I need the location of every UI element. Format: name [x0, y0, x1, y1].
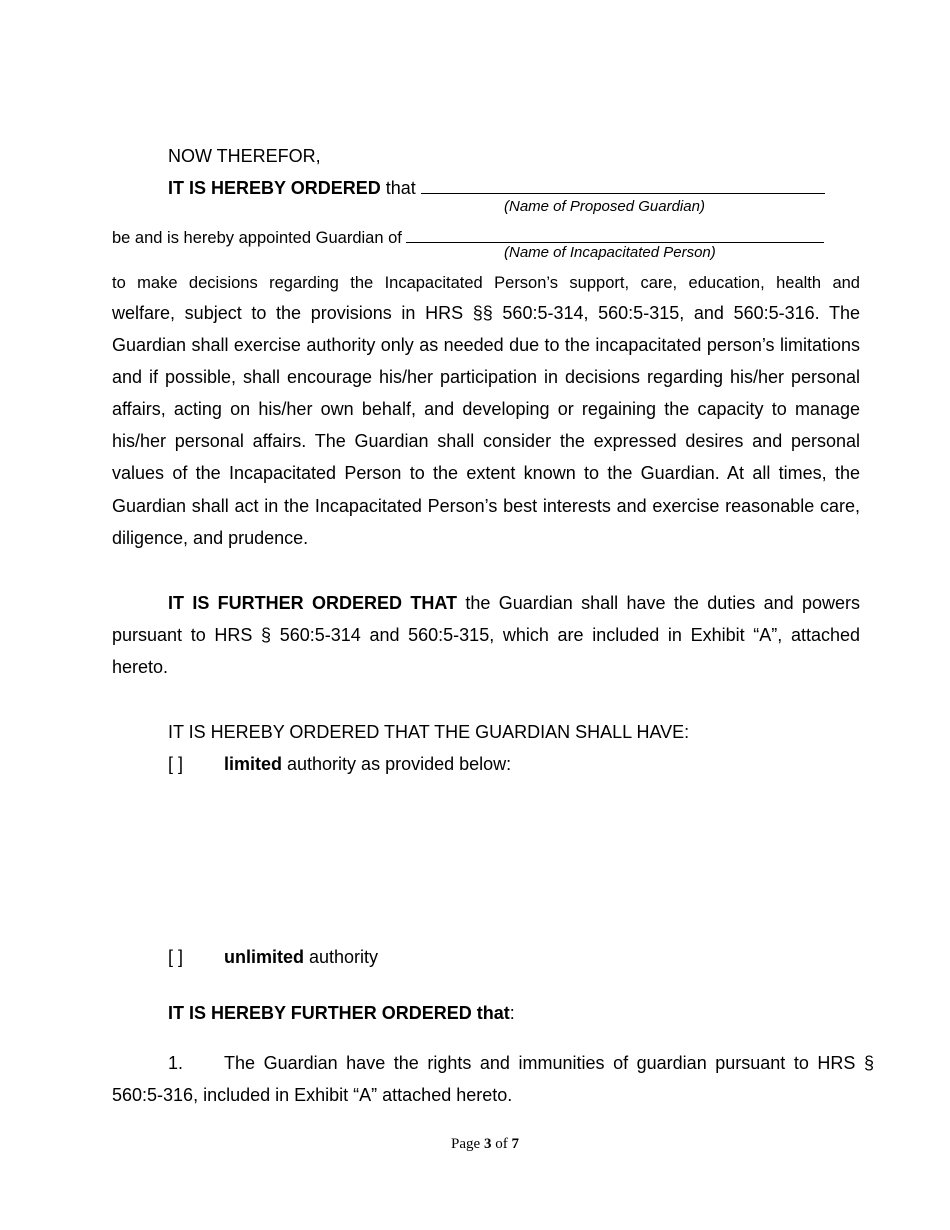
- further-ordered-bold: IT IS FURTHER ORDERED THAT: [168, 593, 458, 613]
- incapacitated-name-caption: (Name of Incapacitated Person): [504, 244, 716, 261]
- guardian-name-blank[interactable]: [421, 177, 825, 194]
- unlimited-checkbox[interactable]: [ ]: [168, 947, 184, 967]
- unlimited-rest: authority: [304, 947, 379, 967]
- page-footer: [0, 1136, 950, 1153]
- guardian-name-caption: (Name of Proposed Guardian): [504, 198, 705, 215]
- footer-page-total: 7: [511, 1136, 519, 1152]
- unlimited-bold: unlimited: [224, 947, 304, 967]
- limited-bold: limited: [224, 754, 283, 774]
- limited-authority-label: [224, 753, 511, 775]
- paragraph2: [112, 587, 860, 683]
- further-ordered-heading: [168, 1002, 515, 1024]
- limited-rest: authority as provided below:: [282, 754, 512, 774]
- footer-page-number: 3: [483, 1136, 492, 1152]
- authority-heading: IT IS HEREBY ORDERED THAT THE GUARDIAN SHALL HAVE:: [168, 722, 690, 742]
- further-ordered-heading-bold: IT IS HEREBY FURTHER ORDERED that: [168, 1003, 510, 1023]
- further-ordered-colon: :: [509, 1003, 515, 1023]
- hereby-ordered-bold: IT IS HEREBY ORDERED: [168, 178, 381, 198]
- appointed-line: [112, 226, 824, 249]
- footer-of-word: of: [495, 1136, 508, 1152]
- appointed-text: be and is hereby appointed Guardian of: [112, 229, 402, 247]
- item1-number: 1.: [168, 1053, 184, 1073]
- item1-first-line: The Guardian have the rights and immunities of guardian pursuant to HRS §: [224, 1053, 874, 1073]
- limited-checkbox[interactable]: [ ]: [168, 754, 184, 774]
- paragraph2-body: the Guardian shall have the duties and powers pursuant to HRS § 560:5-314 and 560:5-315, which are included in Exhibit “A”, attached hereto.: [112, 593, 860, 678]
- item1-second-line: 560:5-316, included in Exhibit “A” attached hereto.: [112, 1085, 513, 1105]
- incapacitated-name-blank[interactable]: [406, 226, 824, 243]
- now-therefor-heading: NOW THEREFOR,: [168, 146, 321, 166]
- paragraph1-first-line: to make decisions regarding the Incapacitated Person’s support, care, education, health and: [112, 274, 860, 292]
- hereby-ordered-that: that: [380, 178, 416, 198]
- paragraph1-body: welfare, subject to the provisions in HRS §§ 560:5-314, 560:5-315, and 560:5-316. The Guardian shall exercise authority only as needed due to the incapacitated person’s limitations and if possible, shall encourage his/her participation in decisions regarding his/her personal affairs, acting on his/her own behalf, and developing or regaining the capacity to manage his/her personal affairs. The Guardian shall consider the expressed desires and personal values of the Incapacitated Person to the extent known to the Guardian. At all times, the Guardian shall act in the Incapacitated Person’s best interests and exercise reasonable care, diligence, and prudence.: [112, 303, 860, 548]
- footer-page-word: Page: [451, 1136, 481, 1152]
- unlimited-authority-label: [224, 946, 378, 968]
- hereby-ordered-line: [168, 177, 825, 199]
